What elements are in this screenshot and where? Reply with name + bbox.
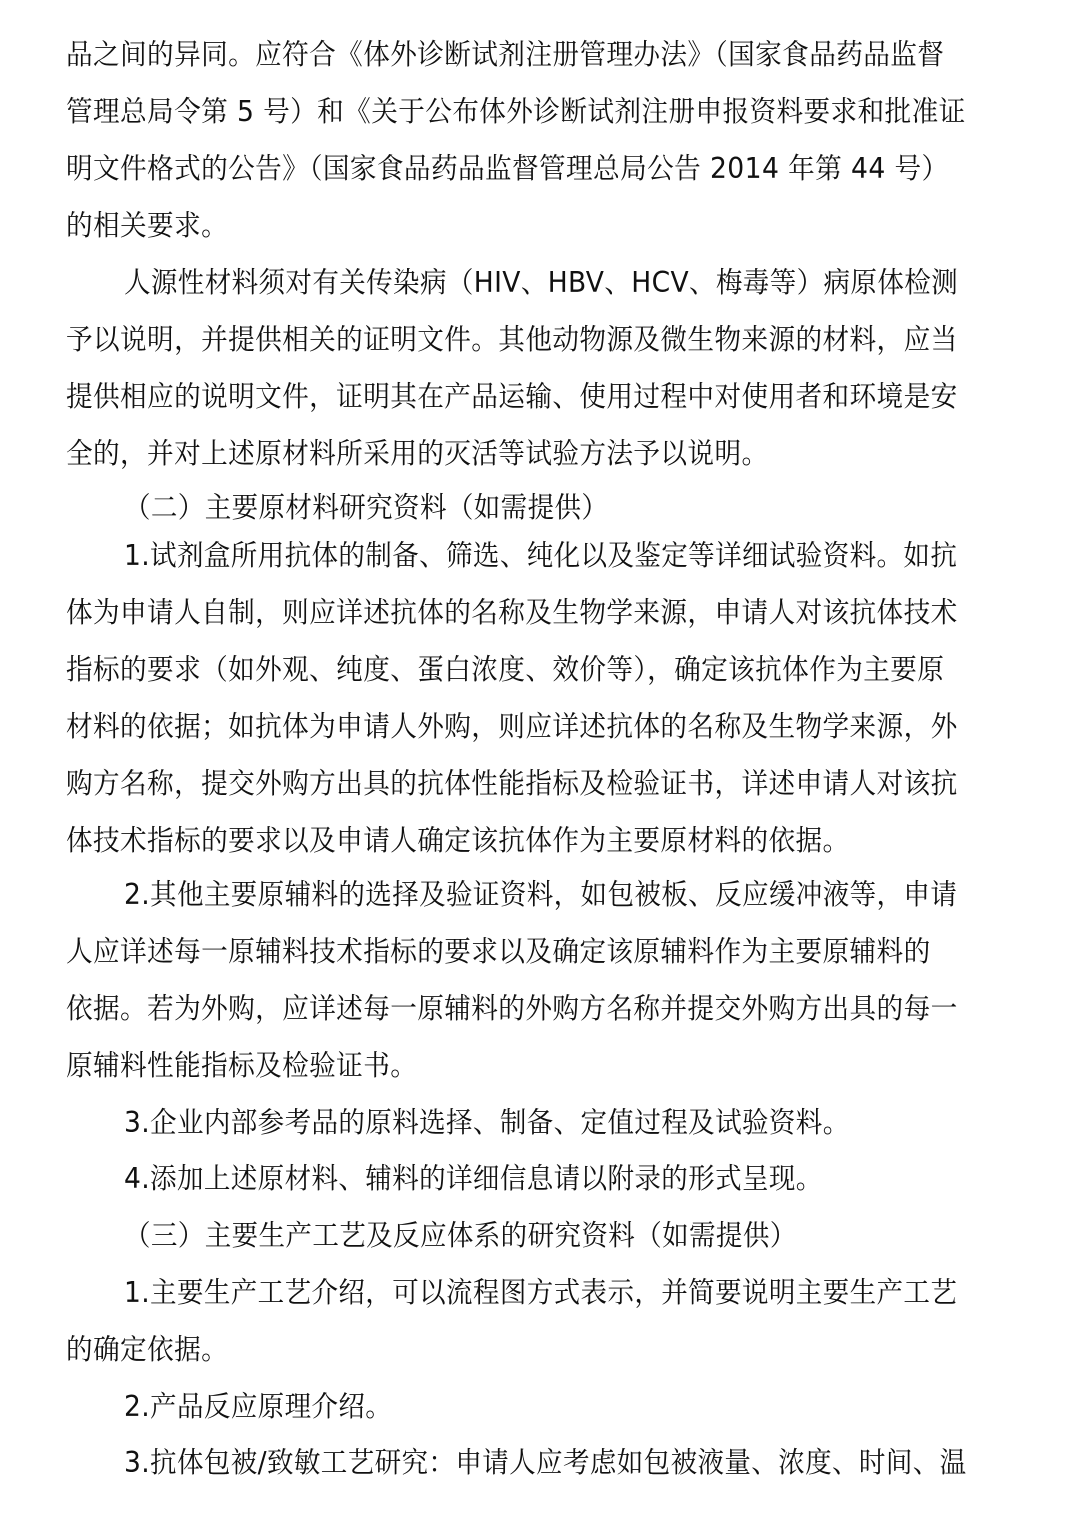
- text-line: 原辅料性能指标及检验证书。: [66, 1049, 418, 1082]
- text-line: 材料的依据；如抗体为申请人外购，则应详述抗体的名称及生物学来源，外: [66, 710, 958, 743]
- section-heading: （二）主要原材料研究资料（如需提供）: [124, 491, 609, 524]
- text-line: 的相关要求。: [66, 209, 229, 242]
- text-line: 3.企业内部参考品的原料选择、制备、定值过程及试验资料。: [124, 1106, 850, 1139]
- text-line: 管理总局令第 5 号）和《关于公布体外诊断试剂注册申报资料要求和批准证: [66, 95, 966, 128]
- text-line: 2.其他主要原辅料的选择及验证资料，如包被板、反应缓冲液等，申请: [124, 878, 958, 911]
- text-line: 2.产品反应原理介绍。: [124, 1390, 393, 1423]
- text-line: 购方名称，提交外购方出具的抗体性能指标及检验证书，详述申请人对该抗: [66, 767, 958, 800]
- text-line: 1.试剂盒所用抗体的制备、筛选、纯化以及鉴定等详细试验资料。如抗: [124, 539, 958, 572]
- text-line: 的确定依据。: [66, 1333, 229, 1366]
- text-line: 全的，并对上述原材料所采用的灭活等试验方法予以说明。: [66, 437, 769, 470]
- text-line: 提供相应的说明文件，证明其在产品运输、使用过程中对使用者和环境是安: [66, 380, 958, 413]
- text-line: 品之间的异同。应符合《体外诊断试剂注册管理办法》（国家食品药品监督: [66, 38, 945, 71]
- text-line: 予以说明，并提供相关的证明文件。其他动物源及微生物来源的材料，应当: [66, 323, 958, 356]
- text-line: 明文件格式的公告》（国家食品药品监督管理总局公告 2014 年第 44 号）: [66, 152, 949, 185]
- text-line: 人应详述每一原辅料技术指标的要求以及确定该原辅料作为主要原辅料的: [66, 935, 931, 968]
- text-line: 指标的要求（如外观、纯度、蛋白浓度、效价等），确定该抗体作为主要原: [66, 653, 945, 686]
- text-line: 1.主要生产工艺介绍，可以流程图方式表示，并简要说明主要生产工艺: [124, 1276, 958, 1309]
- text-line: 体为申请人自制，则应详述抗体的名称及生物学来源，申请人对该抗体技术: [66, 596, 958, 629]
- text-line: 3.抗体包被/致敏工艺研究：申请人应考虑如包被液量、浓度、时间、温: [124, 1446, 967, 1479]
- text-line: 依据。若为外购，应详述每一原辅料的外购方名称并提交外购方出具的每一: [66, 992, 958, 1025]
- text-line: 4.添加上述原材料、辅料的详细信息请以附录的形式呈现。: [124, 1162, 823, 1195]
- text-line: 体技术指标的要求以及申请人确定该抗体作为主要原材料的依据。: [66, 824, 850, 857]
- section-heading: （三）主要生产工艺及反应体系的研究资料（如需提供）: [124, 1219, 797, 1252]
- text-line: 人源性材料须对有关传染病（HIV、HBV、HCV、梅毒等）病原体检测: [124, 266, 959, 299]
